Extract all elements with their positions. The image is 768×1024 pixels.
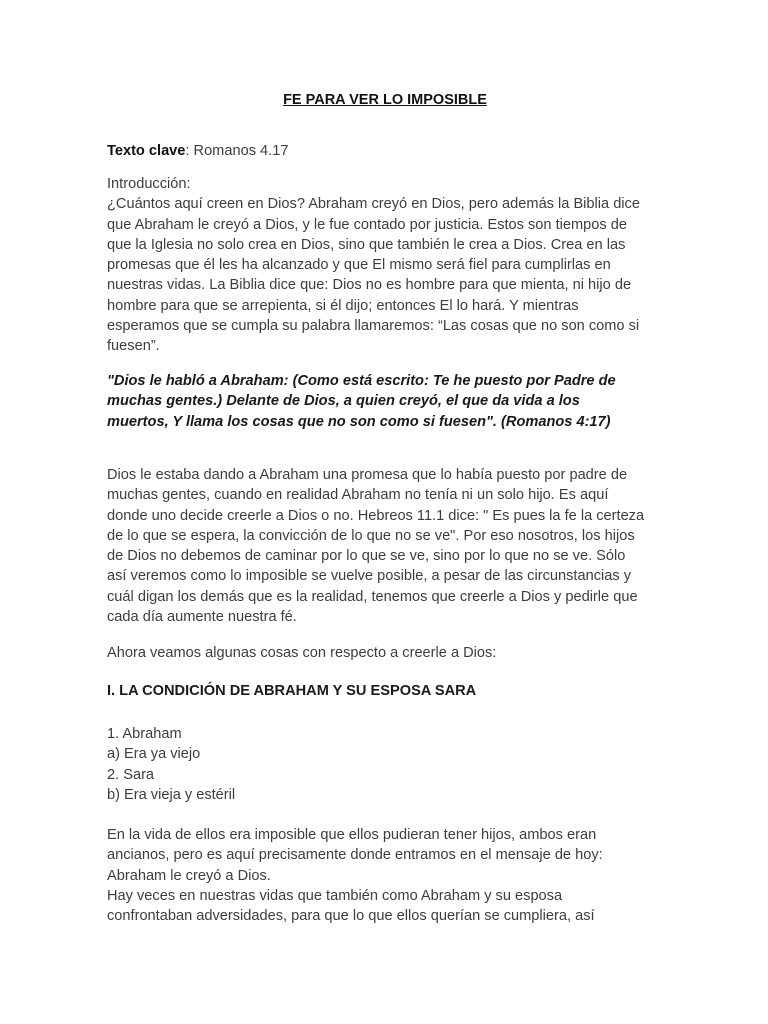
key-text-value: : Romanos 4.17 [185,143,289,159]
body-paragraph [107,825,667,926]
intro-line: nuestras vidas. La Biblia dice que: Dios no es hombre para que mienta, ni hijo de [107,277,632,294]
paragraph-line: cuál digan los demás que es la realidad, tenemos que creerle a Dios y pedirle que [107,588,638,605]
paragraph-line: En la vida de ellos era imposible que ellos pudieran tener hijos, ambos eran [107,827,597,843]
scripture-quote [107,371,667,432]
condition-list [107,724,235,805]
paragraph-line: de lo que se espera, la convicción de lo que no se ve". Por eso nosotros, los hijos [107,527,635,544]
key-text [107,141,667,161]
quote-line: "Dios le habló a Abraham: (Como está escrito: Te he puesto por Padre de [107,373,616,389]
paragraph-line: de Dios no debemos de caminar por lo que se ve, sino por lo que no se ve. Sólo [107,548,626,565]
list-item: b) Era vieja y estéril [107,786,236,803]
quote-line: muchas gentes.) Delante de Dios, a quien creyó, el que da vida a los [107,393,580,410]
key-text-label: Texto clave [107,143,186,159]
paragraph-line: Dios le estaba dando a Abraham una promesa que lo había puesto por padre de [107,467,628,483]
list-item: a) Era ya viejo [107,746,201,763]
introduction-paragraph [107,174,667,357]
quote-line: muertos, Y llama los cosas que no son como si fuesen". (Romanos 4:17) [107,413,611,430]
intro-line: promesas que él les ha alcanzado y que El mismo será fiel para cumplirlas en [107,257,611,274]
intro-line: que Abraham le creyó a Dios, y le fue contado por justicia. Estos son tiempos de [107,216,627,233]
intro-line: fuesen”. [107,338,160,355]
section-heading: I. LA CONDICIÓN DE ABRAHAM Y SU ESPOSA SARA [107,683,477,699]
paragraph-line: Hay veces en nuestras vidas que también como Abraham y su esposa [107,887,563,904]
list-item: 2. Sara [107,766,155,783]
paragraph-line: así veremos como lo imposible se vuelve posible, a pesar de las circunstancias y [107,568,631,585]
document-title: FE PARA VER LO IMPOSIBLE [283,92,487,108]
paragraph-line: confrontaban adversidades, para que lo que ellos querían se cumpliera, así [107,908,595,925]
paragraph-line: cada día aumente nuestra fé. [107,609,297,626]
paragraph-line: muchas gentes, cuando en realidad Abraham no tenía ni un solo hijo. Es aquí [107,487,609,504]
body-paragraph [107,465,667,627]
paragraph-line: ancianos, pero es aquí precisamente donde entramos en el mensaje de hoy: [107,847,603,864]
paragraph-line: Abraham le creyó a Dios. [107,867,271,884]
intro-line: esperamos que se cumpla su palabra llamaremos: “Las cosas que no son como si [107,318,640,335]
intro-line: ¿Cuántos aquí creen en Dios? Abraham creyó en Dios, pero además la Biblia dice [107,196,640,213]
paragraph-line: donde uno decide creerle a Dios o no. Hebreos 11.1 dice: " Es pues la fe la certeza [107,507,645,524]
intro-line: Introducción: [107,176,191,192]
intro-line: que la Iglesia no solo crea en Dios, sino que también le crea a Dios. Crea en las [107,236,626,253]
intro-line: hombre para que se arrepienta, si él dijo; entonces El lo hará. Y mientras [107,297,579,314]
list-item: 1. Abraham [107,726,182,742]
body-paragraph: Ahora veamos algunas cosas con respecto a creerle a Dios: [107,645,497,661]
